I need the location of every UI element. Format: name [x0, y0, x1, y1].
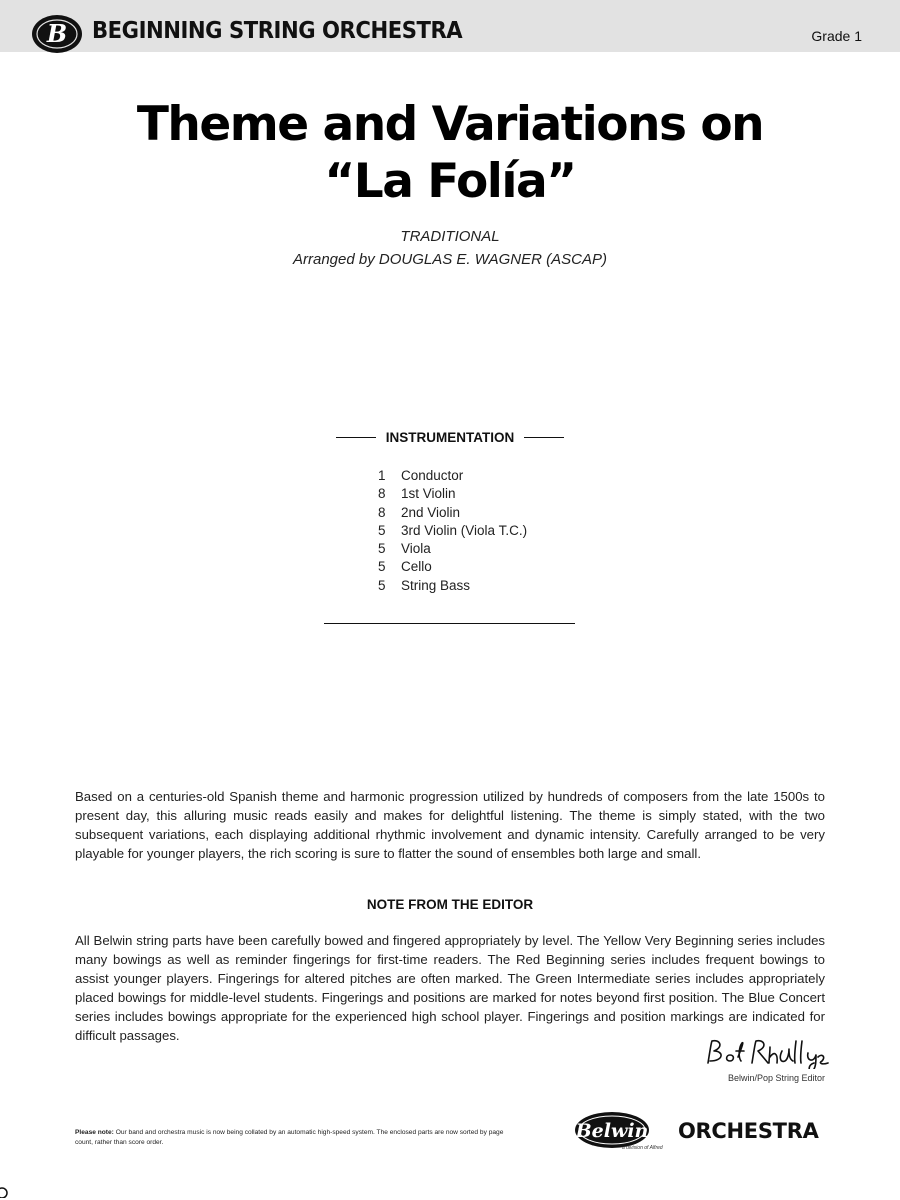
publisher-subtitle: a division of Alfred — [622, 1145, 663, 1151]
instrumentation-heading-text: INSTRUMENTATION — [385, 430, 515, 445]
series-title: BEGINNING STRING ORCHESTRA — [92, 18, 463, 44]
instrumentation-heading — [0, 430, 900, 445]
instrumentation-list — [378, 468, 527, 596]
composer-credit: TRADITIONAL — [400, 228, 500, 245]
list-item — [378, 505, 527, 523]
belwin-b-logo-icon — [30, 13, 84, 55]
instrument-quantity: 5 — [378, 577, 386, 593]
instrument-quantity: 1 — [378, 468, 386, 483]
instrument-name: 1st Violin — [401, 486, 456, 502]
list-item — [378, 486, 527, 504]
list-item — [378, 559, 527, 577]
please-note-label: Please note: — [75, 1129, 114, 1136]
instrument-quantity: 8 — [378, 504, 386, 520]
piece-title-line-2: “La Folía” — [324, 154, 576, 209]
grade-label: Grade 1 — [811, 28, 862, 44]
list-item — [378, 468, 527, 486]
instrument-name: String Bass — [401, 577, 471, 593]
instrument-quantity: 5 — [378, 559, 386, 575]
instrument-name: 3rd Violin (Viola T.C.) — [401, 522, 528, 538]
arranger-credit: Arranged by DOUGLAS E. WAGNER (ASCAP) — [293, 251, 607, 268]
editor-note-paragraph: All Belwin string parts have been carefully bowed and fingered appropriately by level. The Yellow Very Beginning series includes many bowings as well as reminder fingerings for first-time readers. The Red Beginning series includes frequent bowings to assist younger players. Fingerings for altered pitches are often marked. The Green Intermediate series includes appropriately placed bowings for middle-level students. Fingerings and positions are marked for notes beyond first position. The Blue Concert series includes bowings appropriate for the experienced high school player. Fingerings and position markings are indicated for difficult passages. — [75, 933, 825, 1043]
instrumentation-bottom-rule — [324, 623, 575, 624]
piece-title-line-1: Theme and Variations on — [136, 97, 764, 152]
instrument-quantity: 5 — [378, 541, 386, 557]
publisher-script-text: Belwin — [575, 1120, 649, 1142]
editor-note-heading: NOTE FROM THE EDITOR — [366, 897, 534, 912]
list-item — [378, 523, 527, 541]
instrument-name: Viola — [401, 541, 431, 557]
please-note-text — [75, 1128, 515, 1148]
list-item — [378, 578, 527, 596]
signature-caption: Belwin/Pop String Editor — [727, 1073, 825, 1083]
heading-rule-left — [336, 437, 376, 438]
list-item — [378, 541, 527, 559]
instrument-name: Conductor — [401, 468, 464, 483]
instrument-quantity: 8 — [378, 486, 386, 502]
instrument-quantity: 5 — [378, 522, 386, 538]
instrument-name: 2nd Violin — [401, 504, 461, 520]
svg-text:B: B — [46, 19, 68, 48]
instrument-name: Cello — [401, 559, 432, 575]
description-paragraph: Based on a centuries-old Spanish theme and harmonic progression utilized by hundreds of composers from the late 1500s to present day, this alluring music reads easily and makes for delightful listening. The theme is simply stated, with the two subsequent variations, each displaying additional rhythmic involvement and dynamic intensity. Carefully arranged to be very playable for younger players, the rich scoring is sure to flatter the sound of ensembles both large and small. — [75, 789, 825, 861]
publisher-word: ORCHESTRA — [678, 1119, 819, 1143]
please-note-body: Our band and orchestra music is now being collated by an automatic high-speed system. The enclosed parts are now sorted by page count, rather than score order. — [75, 1129, 504, 1146]
heading-rule-right — [524, 437, 564, 438]
editor-signature — [702, 1037, 830, 1069]
page-corner-mark — [0, 1186, 9, 1198]
